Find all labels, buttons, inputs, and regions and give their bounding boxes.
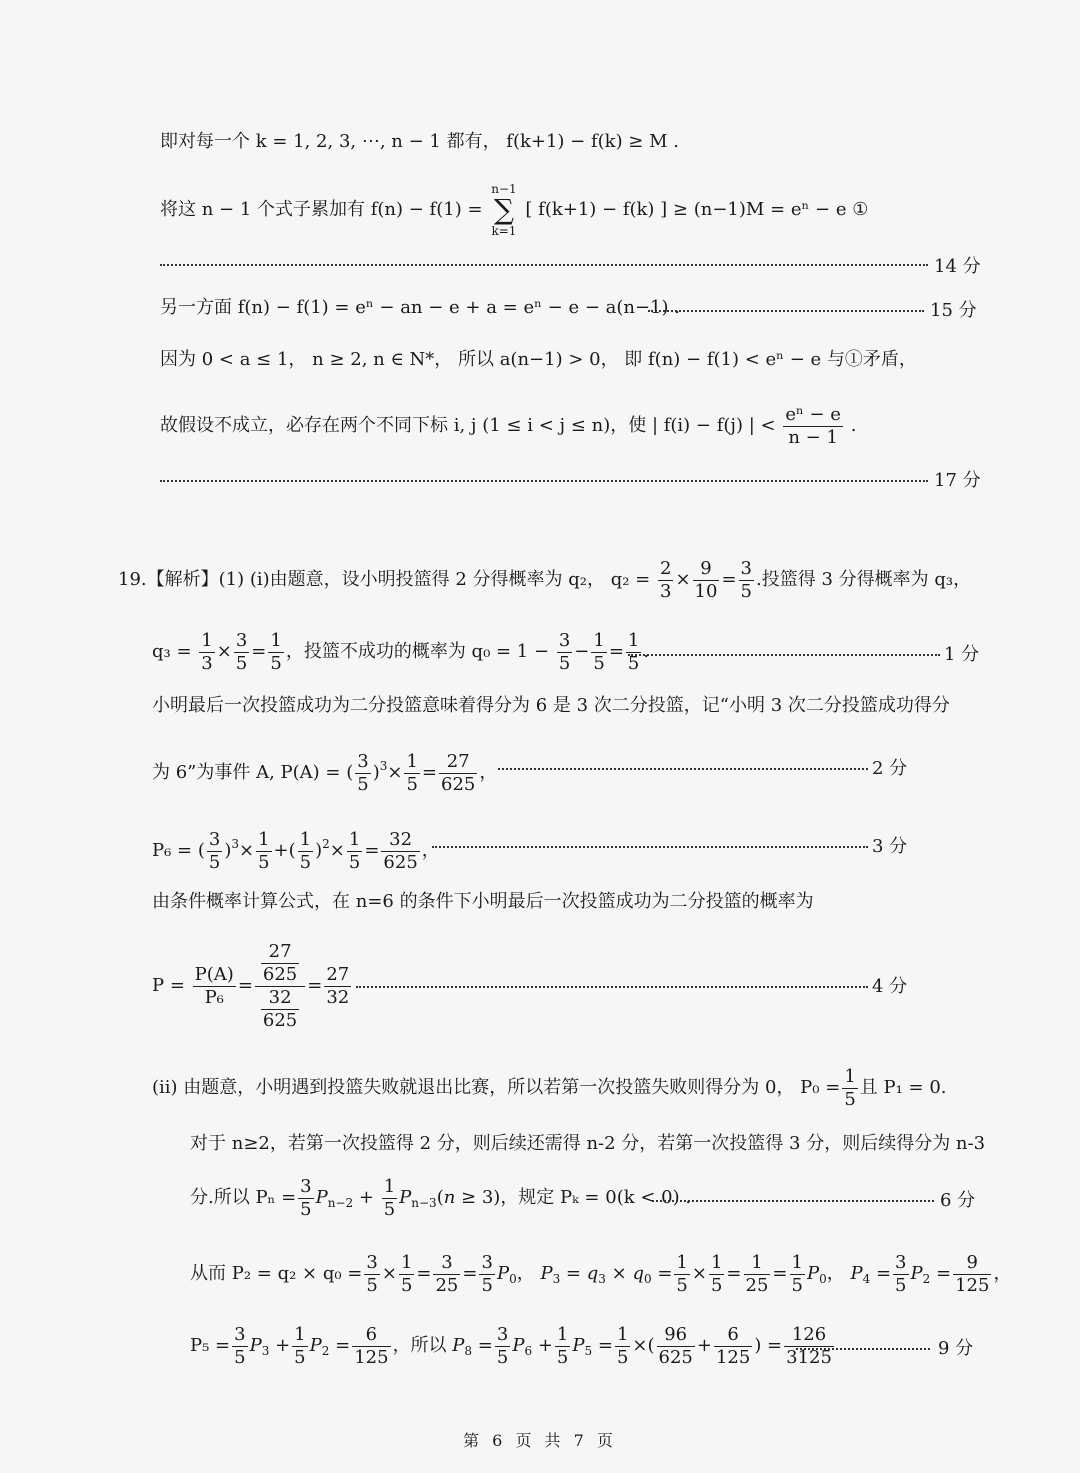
den: 3 xyxy=(201,652,213,674)
score-leader-4 xyxy=(356,986,868,988)
sum-prefix: 将这 n − 1 个式子累加有 f(n) − f(1) = xyxy=(160,199,483,220)
frac xyxy=(615,1324,630,1369)
num: 3 xyxy=(208,828,221,850)
den: 125 xyxy=(354,1346,389,1368)
summation-symbol: n−1 ∑ k=1 xyxy=(491,182,517,238)
den: 5 xyxy=(481,1274,493,1296)
num: 1 xyxy=(201,629,213,651)
proof-line-1: 即对每一个 k = 1, 2, 3, ⋯, n − 1 都有， f(k+1) − f(k) ≥ M . xyxy=(160,131,679,152)
score-4: 4 分 xyxy=(872,976,908,997)
den: 5 xyxy=(616,1346,629,1368)
frac xyxy=(893,1252,908,1297)
num: 1 xyxy=(744,1252,771,1275)
frac xyxy=(298,1176,313,1221)
den: 125 xyxy=(715,1346,751,1368)
num: 3 xyxy=(740,557,752,579)
sum-lower: k=1 xyxy=(491,224,517,238)
num: 3 xyxy=(357,750,369,772)
num: 27 xyxy=(439,751,477,774)
den: 5 xyxy=(235,652,248,674)
frac xyxy=(364,1252,379,1297)
num: 3 xyxy=(300,1175,312,1197)
num: 32 xyxy=(261,987,299,1010)
num: 1 xyxy=(400,1251,413,1273)
den: 5 xyxy=(406,773,418,795)
num: 1 xyxy=(556,1323,569,1345)
num: 3 xyxy=(235,629,248,651)
num: 3 xyxy=(496,1323,509,1345)
den: 5 xyxy=(300,1198,312,1220)
p6-prefix: P₆ = ( xyxy=(152,840,205,861)
frac xyxy=(439,751,477,796)
den: 625 xyxy=(262,1009,298,1031)
compound-den xyxy=(255,987,305,1032)
frac xyxy=(714,1324,752,1369)
frac xyxy=(256,829,271,874)
frac xyxy=(347,829,362,874)
score-2: 2 分 xyxy=(872,758,908,779)
frac xyxy=(790,1252,805,1297)
den: 5 xyxy=(357,773,369,795)
sum-upper: n−1 xyxy=(491,182,517,196)
frac xyxy=(674,1252,689,1297)
q0-text: ，投篮不成功的概率为 q₀ = 1 − xyxy=(285,641,550,662)
p2-prefix: 从而 P₂ = q₂ × q₀ = xyxy=(190,1263,363,1284)
frac xyxy=(261,941,299,986)
num: 1 xyxy=(294,1323,306,1345)
score-9: 9 分 xyxy=(938,1338,974,1359)
recurrence-prefix: 分.所以 Pₙ = xyxy=(190,1187,297,1208)
den: 5 xyxy=(299,851,312,873)
num: 3 xyxy=(895,1251,907,1273)
frac xyxy=(591,630,606,675)
q19-line-5: P₆ = ( $\frac{3}{5}$ )$^3$× $\frac{1}{5}$ +( $\frac{1}{5}$ )$^2$× $\frac{1}{5}$ = $\frac{32}{625}$ ， xyxy=(152,828,440,873)
num: 1 xyxy=(348,828,361,850)
frac xyxy=(739,558,754,603)
den: 10 xyxy=(694,580,718,602)
frac xyxy=(657,1324,695,1369)
den: 5 xyxy=(208,851,221,873)
frac xyxy=(298,829,313,874)
frac xyxy=(555,1324,570,1369)
num: 27 xyxy=(326,963,350,985)
frac xyxy=(292,1324,307,1369)
frac xyxy=(557,630,572,675)
q19-label: 19.【解析】(1) (i)由题意，设小明投篮得 2 分得概率为 q₂， q₂ = xyxy=(118,569,651,590)
q19-line-4: 为 6”为事件 A, P(A) = ( $\frac{3}{5}$ )$^3$× $\frac{1}{5}$ = $\frac{27}{625}$ ， xyxy=(152,750,498,795)
den: 5 xyxy=(496,1346,509,1368)
den: 25 xyxy=(745,1274,769,1296)
score-leader-14 xyxy=(160,264,928,266)
q19-line-9: 对于 n≥2，若第一次投篮得 2 分，则后续还需得 n-2 分，若第一次投篮得 3 分，则后续得分为 n-3 xyxy=(190,1133,986,1154)
den: 625 xyxy=(658,1346,693,1368)
frac xyxy=(399,1252,414,1297)
score-17: 17 分 xyxy=(934,470,981,491)
compound-num xyxy=(255,941,305,987)
den: P₆ xyxy=(204,986,224,1008)
num: 9 xyxy=(693,558,720,581)
num: 32 xyxy=(381,829,419,852)
num: 1 xyxy=(791,1251,803,1273)
num: 1 xyxy=(844,1065,856,1087)
conclusion-period: . xyxy=(850,415,857,436)
score-3: 3 分 xyxy=(872,836,908,857)
p-prefix: P = xyxy=(152,975,185,996)
q19-line-6: 由条件概率计算公式，在 n=6 的条件下小明最后一次投篮成功为二分投篮的概率为 xyxy=(152,891,814,912)
score-leader-2 xyxy=(498,768,868,770)
den: 625 xyxy=(383,851,418,873)
page-footer: 第 6 页 共 7 页 xyxy=(463,1431,617,1450)
frac xyxy=(626,630,641,675)
den: 5 xyxy=(556,1346,569,1368)
den: 5 xyxy=(383,1198,396,1220)
num: 1 xyxy=(299,828,312,850)
num: 1 xyxy=(406,750,418,772)
q19-line-3: 小明最后一次投篮成功为二分投篮意味着得分为 6 是 3 次二分投篮，记“小明 3 次二分投篮成功得分 xyxy=(152,695,950,716)
den: 625 xyxy=(441,773,476,795)
num: 1 xyxy=(593,629,605,651)
score-leader-15 xyxy=(648,310,924,312)
score-leader-9 xyxy=(796,1348,930,1350)
conclusion-text: 故假设不成立，必存在两个不同下标 i, j (1 ≤ i < j ≤ n)，使 | f(i) − f(j) | < xyxy=(160,415,776,436)
recurrence-suffix: ，规定 Pₖ = 0(k < 0) . xyxy=(500,1187,692,1208)
num: 27 xyxy=(261,941,299,964)
score-leader-1 xyxy=(628,654,940,656)
q19-line-1: 19.【解析】(1) (i)由题意，设小明投篮得 2 分得概率为 q₂， q₂ = $\frac{2}{3}$ × $\frac{9}{10}$ = $\frac{3}{5}$ .投篮得 3 分得概率为 q₃， xyxy=(118,557,972,602)
bound-num: eⁿ − e xyxy=(785,403,841,425)
den: 5 xyxy=(366,1274,378,1296)
frac xyxy=(261,987,299,1032)
den: 25 xyxy=(435,1274,459,1296)
num: 1 xyxy=(616,1323,629,1345)
num: 1 xyxy=(258,828,270,850)
den: 5 xyxy=(258,851,270,873)
frac xyxy=(658,558,673,603)
frac xyxy=(433,1252,460,1297)
q19-line-10: 分.所以 Pₙ = $\frac{3}{5}$ $P_{n-2}$ + $\frac{1}{5}$ $P_{n-3}(n \ge 3)$，规定 Pₖ = 0(k < 0) . xyxy=(190,1175,692,1220)
num: 2 xyxy=(660,557,672,579)
frac xyxy=(495,1324,510,1369)
score-leader-17 xyxy=(160,480,928,482)
den: 5 xyxy=(294,1346,306,1368)
q19-line-12: P₅ = $\frac{3}{5}$ $P_3$ + $\frac{1}{5}$ $P_2$ = $\frac{6}{125}$ ，所以 $P_8$ = $\frac{3}{5}$ $P_6$ + $\frac{1}{5}$ $P_5$ = $\frac{1}{5}$ ×( $\frac{96}{625}$ + $\frac{6}{125}$ ) = $\frac{126}{3125}$ xyxy=(190,1323,832,1368)
den: 5 xyxy=(400,1274,413,1296)
num: 3 xyxy=(234,1323,246,1345)
frac xyxy=(268,630,283,675)
q19-line-7: P = $\frac{P(A)}{\text{P₆}}$ = $\frac{\frac{27}{625}}{\frac{32}{625}}$ = $\frac{27}{32}$ xyxy=(152,940,350,1031)
den: 5 xyxy=(844,1088,856,1110)
den: 5 xyxy=(740,580,752,602)
num: 3 xyxy=(366,1251,378,1273)
num: 1 xyxy=(710,1251,723,1273)
compound-fraction xyxy=(255,941,305,1032)
num: 3 xyxy=(433,1252,460,1275)
num: 126 xyxy=(784,1324,834,1347)
den: 5 xyxy=(593,652,605,674)
den: 5 xyxy=(895,1274,907,1296)
num: 1 xyxy=(270,629,282,651)
den: 5 xyxy=(791,1274,803,1296)
q19-line-11: 从而 P₂ = q₂ × q₀ = $\frac{3}{5}$ × $\frac{1}{5}$ = $\frac{3}{25}$ = $\frac{3}{5}$ $P_0$， $P_3 = q_3 \times q_0$ = $\frac{1}{5}$ × $\frac{1}{5}$ = $\frac{1}{25}$ = $\frac{1}{5}$ $P_0$， $P_4$ = $\frac{3}{5}$ $P_2$ = $\frac{9}{125}$ ， xyxy=(190,1251,1012,1296)
num: 1 xyxy=(383,1175,396,1197)
pa-prefix: 为 6”为事件 A, P(A) = ( xyxy=(152,762,354,783)
num: 3 xyxy=(481,1251,493,1273)
frac xyxy=(232,1324,247,1369)
frac xyxy=(709,1252,724,1297)
den: 5 xyxy=(627,652,640,674)
frac xyxy=(382,1176,397,1221)
ii-prefix: (ii) 由题意，小明遇到投篮失败就退出比赛，所以若第一次投篮失败则得分为 0， P₀ = xyxy=(152,1077,841,1098)
num: 6 xyxy=(352,1324,390,1347)
frac xyxy=(693,558,720,603)
den: 5 xyxy=(710,1274,723,1296)
num: 1 xyxy=(627,629,640,651)
score-14: 14 分 xyxy=(934,256,981,277)
num: 9 xyxy=(953,1252,991,1275)
frac xyxy=(744,1252,771,1297)
frac xyxy=(234,630,249,675)
frac xyxy=(199,630,214,675)
bound-fraction xyxy=(783,404,843,449)
frac xyxy=(193,964,236,1009)
den: 5 xyxy=(348,851,361,873)
den: 625 xyxy=(262,963,298,985)
proof-line-2 xyxy=(160,180,868,240)
score-leader-6 xyxy=(652,1200,934,1202)
proof-line-5 xyxy=(160,398,856,454)
frac xyxy=(404,751,419,796)
den: 5 xyxy=(234,1346,246,1368)
frac xyxy=(784,1324,834,1369)
q19-line-2: q₃ = $\frac{1}{3}$ × $\frac{3}{5}$ = $\frac{1}{5}$ ，投篮不成功的概率为 q₀ = 1 − $\frac{3}{5}$ − $\frac{1}{5}$ = $\frac{1}{5}$ . xyxy=(152,629,650,674)
den: 5 xyxy=(558,652,571,674)
frac xyxy=(207,829,222,874)
num: 6 xyxy=(714,1324,752,1347)
proof-line-4: 因为 0 < a ≤ 1， n ≥ 2, n ∈ N*， 所以 a(n−1) > 0， 即 f(n) − f(1) < eⁿ − e 与①矛盾， xyxy=(160,349,917,370)
den: 5 xyxy=(270,652,282,674)
den: 5 xyxy=(676,1274,688,1296)
den: 32 xyxy=(326,986,350,1008)
ii-suffix: 且 P₁ = 0. xyxy=(859,1077,947,1098)
frac xyxy=(953,1252,991,1297)
num: 1 xyxy=(676,1251,688,1273)
score-15: 15 分 xyxy=(930,300,977,321)
score-1: 1 分 xyxy=(944,644,980,665)
score-leader-3 xyxy=(432,846,868,848)
frac xyxy=(479,1252,494,1297)
q19-line-8 xyxy=(152,1060,947,1116)
q3-prefix: q₃ = xyxy=(152,641,192,662)
frac xyxy=(355,751,370,796)
num: P(A) xyxy=(194,963,234,985)
score-6: 6 分 xyxy=(940,1190,976,1211)
proof-line-3: 另一方面 f(n) − f(1) = eⁿ − an − e + a = eⁿ − e − a(n−1) . xyxy=(160,297,680,318)
bound-den: n − 1 xyxy=(788,426,838,448)
num: 96 xyxy=(657,1324,695,1347)
p5-prefix: P₅ = xyxy=(190,1335,231,1356)
den: 125 xyxy=(955,1274,990,1296)
den: 3125 xyxy=(786,1346,832,1368)
num: 3 xyxy=(558,629,571,651)
sum-suffix: [ f(k+1) − f(k) ] ≥ (n−1)M = eⁿ − e ① xyxy=(525,199,869,220)
q2-tail: .投篮得 3 分得概率为 q₃， xyxy=(756,569,972,590)
frac xyxy=(352,1324,390,1369)
frac xyxy=(381,829,419,874)
den: 3 xyxy=(660,580,672,602)
frac xyxy=(324,964,351,1009)
frac xyxy=(842,1066,857,1111)
